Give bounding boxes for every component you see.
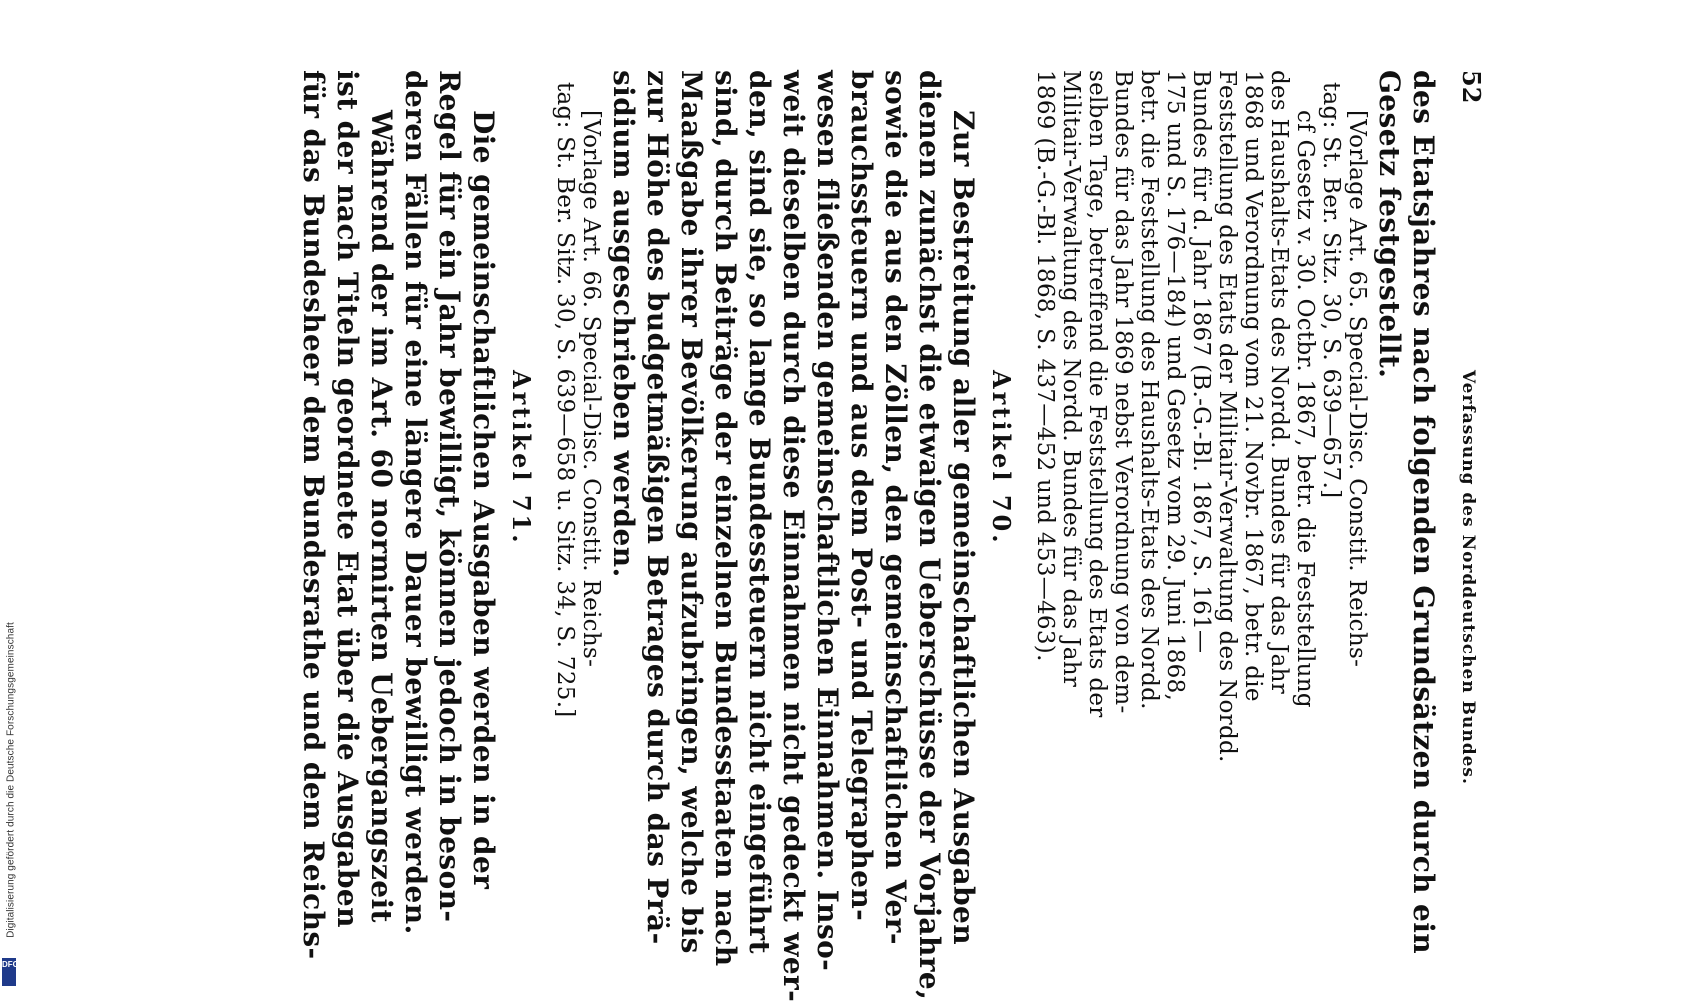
paragraph-line: zur Höhe des budgetmäßigen Betrages durch das Prä- [641, 70, 674, 945]
paragraph-line: Zur Bestreitung aller gemeinschaftlichen Ausgaben [947, 110, 980, 946]
note-line: tag: St. Ber. Sitz. 30, S. 639—657.] [1318, 82, 1344, 499]
paragraph-line: brauchssteuern und aus dem Post- und Telegraphen- [845, 70, 878, 922]
note-line: Bundes für das Jahr 1869 nebst Verordnung von dem- [1110, 70, 1136, 714]
note-line: selben Tage, betreffend die Feststellung des Etats der [1084, 70, 1110, 718]
page-number: 52 [1457, 70, 1486, 104]
running-head: Verfassung des Norddeutschen Bundes. [1458, 370, 1478, 785]
note-line: Feststellung des Etats der Militair-Verwaltung des Nordd. [1214, 70, 1240, 763]
note-line: tag: St. Ber. Sitz. 30, S. 639—658 u. Sitz. 34, S. 725.] [552, 82, 578, 718]
watermark [0, 0, 22, 1000]
note-line: des Haushalts-Etats des Nordd. Bundes für das Jahr [1266, 70, 1292, 695]
paragraph-line: sind, durch Beiträge der einzelnen Bundesstaaten nach [709, 70, 742, 967]
paragraph-line: sowie die aus den Zöllen, den gemeinschaftlichen Ver- [879, 70, 912, 945]
note-line: [Vorlage Art. 65. Special-Disc. Constit. Reichs- [1344, 110, 1370, 668]
article-70-heading: Artikel 70. [987, 370, 1016, 546]
paragraph-line: Regel für ein Jahr bewilligt, können jedoch in beson- [433, 70, 466, 923]
paragraph-line: für das Bundesheer dem Bundesrathe und dem Reichs- [297, 70, 330, 960]
note-line: Bundes für d. Jahr 1867 (B.-G.-Bl. 1867, S. 161— [1188, 70, 1214, 654]
book-page [146, 70, 1486, 1002]
paragraph-line: ist der nach Titeln geordnete Etat über die Ausgaben [331, 70, 364, 928]
watermark-text: Digitalisierung gefördert durch die Deutsche Forschungsgemeinschaft [5, 622, 17, 938]
paragraph-line: Gesetz festgestellt. [1373, 70, 1406, 379]
dfg-logo: DFG [2, 958, 16, 986]
note-line: cf Gesetz v. 30. Octbr. 1867, betr. die Feststellung [1292, 110, 1318, 708]
note-line: betr. die Feststellung des Haushalts-Etats des Nordd. [1136, 70, 1162, 710]
paragraph-line: dienen zunächst die etwaigen Ueberschüsse der Vorjahre, [913, 70, 946, 1001]
paragraph-line: sidium ausgeschrieben werden. [607, 70, 640, 578]
note-line: [Vorlage Art. 66. Special-Disc. Constit. Reichs- [578, 110, 604, 668]
note-line: 1868 und Verordnung vom 21. Novbr. 1867, betr. die [1240, 70, 1266, 702]
paragraph-line: weit dieselben durch diese Einnahmen nicht gedeckt wer- [777, 70, 810, 1002]
note-line: Militair-Verwaltung des Nordd. Bundes für das Jahr [1058, 70, 1084, 688]
paragraph-line: wesen fließenden gemeinschaftlichen Einnahmen. Inso- [811, 70, 844, 972]
note-line: 1869 (B.-G.-Bl. 1868, S. 437—452 und 453—463). [1032, 70, 1058, 662]
paragraph-line: Die gemeinschaftlichen Ausgaben werden in der [467, 110, 500, 890]
note-line: 175 und S. 176—184) und Gesetz vom 29. Juni 1868, [1162, 70, 1188, 702]
paragraph-line: Maaßgabe ihrer Bevölkerung aufzubringen, welche bis [675, 70, 708, 954]
paragraph-line: des Etatsjahres nach folgenden Grundsätzen durch ein [1407, 70, 1440, 955]
paragraph-line: Während der im Art. 60 normirten Uebergangszeit [365, 110, 398, 923]
paragraph-line: den, sind sie, so lange Bundessteuern nicht eingeführt [743, 70, 776, 954]
paragraph-line: deren Fällen für eine längere Dauer bewilligt werden. [399, 70, 432, 935]
article-71-heading: Artikel 71. [507, 370, 536, 546]
